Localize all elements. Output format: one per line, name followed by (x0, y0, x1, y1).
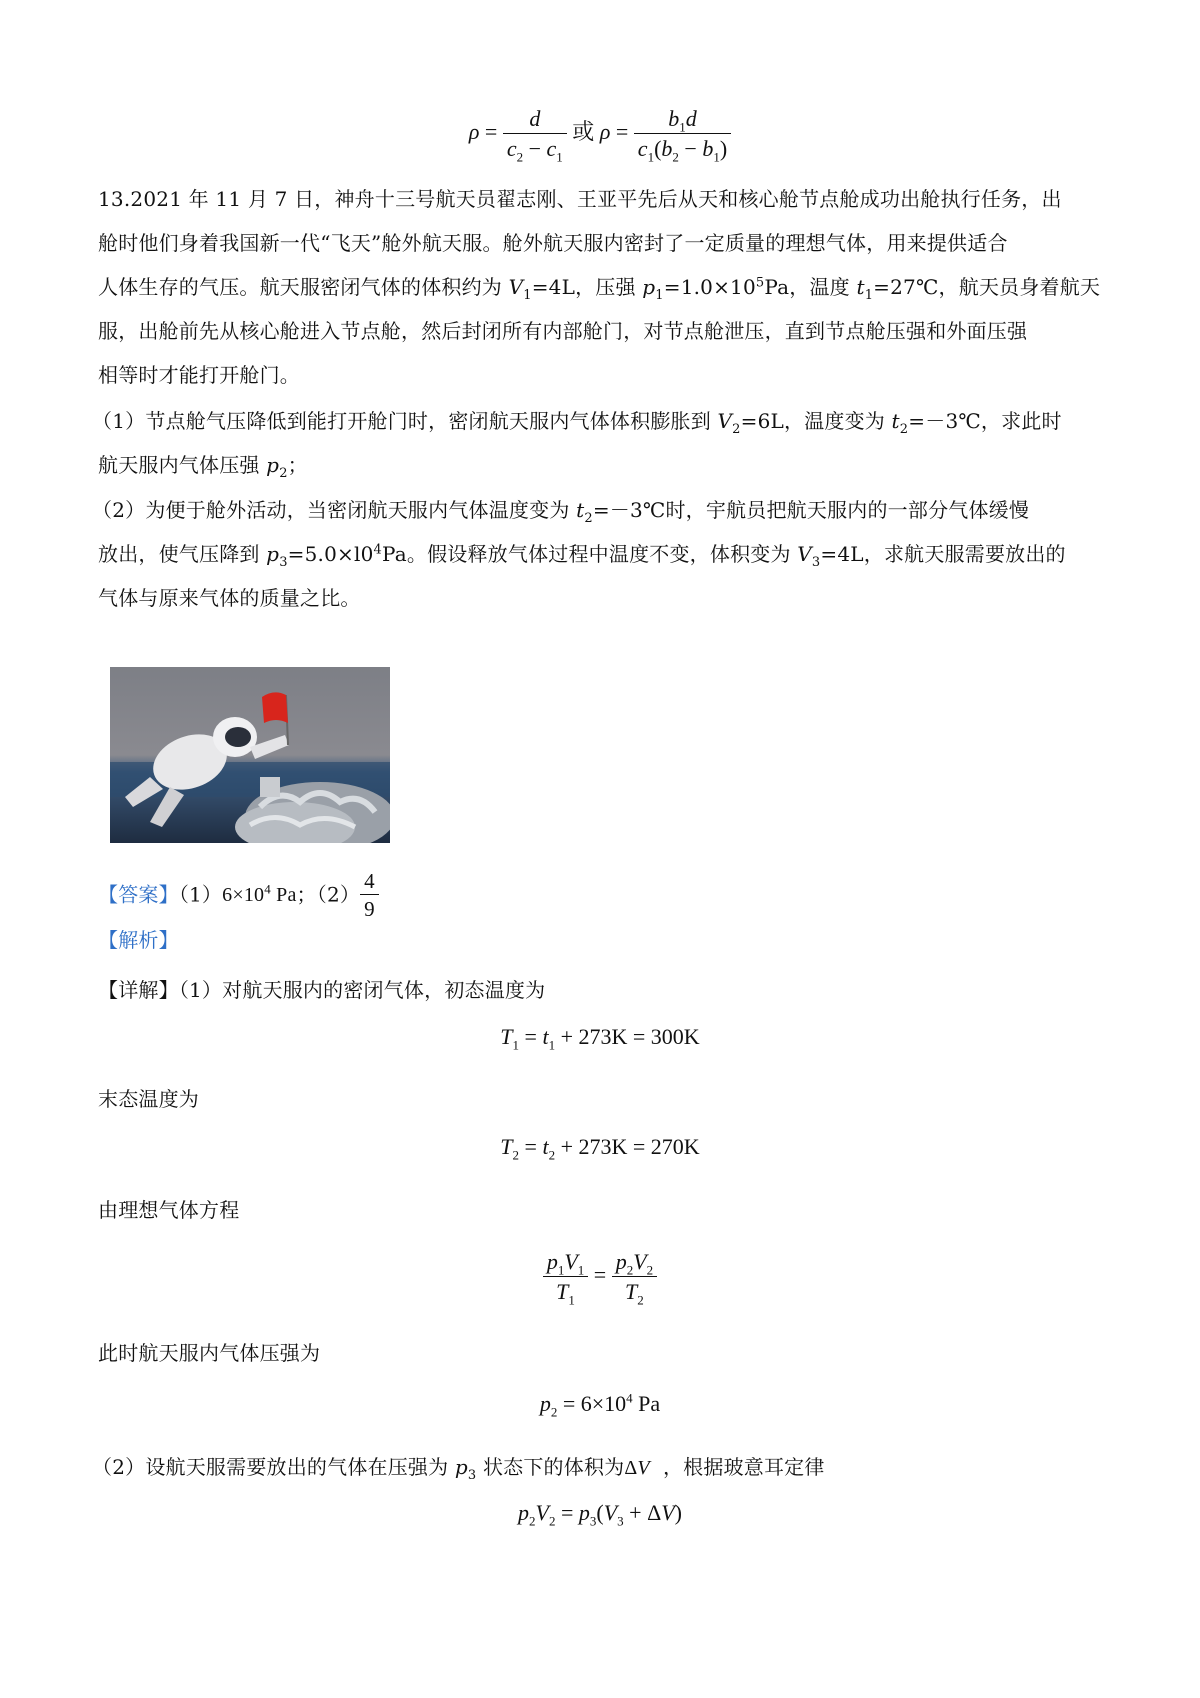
equation-t2: $T_2 = t_2 + 273K = 270K$ (500, 1134, 700, 1163)
end-temp-text: 末态温度为 (98, 1087, 199, 1111)
equation-p2: $p_2 = 6\times 10^4$ Pa (539, 1390, 661, 1420)
gas-equation-text: 由理想气体方程 (98, 1198, 240, 1222)
part-2-detail: （2）设航天服需要放出的气体在压强为 $p_3$ 状态下的体积为ΔV ，根据玻意耳定律 (92, 1455, 825, 1483)
question-line-3: 人体生存的气压。航天服密闭气体的体积约为 $V_1=4L$，压强 $p_1=1.0\times 10^5Pa$，温度 $t_1=27℃$，航天员身着航天 (98, 275, 1101, 303)
pressure-now-text: 此时航天服内气体压强为 (98, 1341, 321, 1365)
question-line-2: 舱时他们身着我国新一代“飞天”舱外航天服。舱外航天服内密封了一定质量的理想气体，用来提供适合 (98, 231, 1008, 255)
formula-connector: 或 (572, 119, 595, 145)
question-line-1: 13.2021 年 11 月 7 日，神舟十三号航天员翟志刚、王亚平先后从天和核心舱节点舱成功出舱执行任务，出 (98, 187, 1062, 211)
equation-boyle: $p_2V_2 = p_3(V_3 + \Delta V)$ (518, 1500, 682, 1529)
detail-intro: 【详解】（1）对航天服内的密闭气体，初态温度为 (98, 978, 546, 1002)
part-2-line-1: （2）为便于舱外活动，当密闭航天服内气体温度变为 $t_2=-3℃$时，宇航员把航天服内的一部分气体缓慢 (92, 498, 1030, 526)
part-2-line-2: 放出，使气压降到 $p_3=5.0\times l0^4Pa$。假设释放气体过程中温度不变，体积变为 $V_3=4L$，求航天服需要放出的 (98, 542, 1066, 570)
question-line-5: 相等时才能打开舱门。 (98, 363, 300, 387)
part-2-line-3: 气体与原来气体的质量之比。 (98, 586, 361, 610)
astronaut-photo (110, 667, 390, 843)
part-1-line-2: 航天服内气体压强 $p_2$； (98, 453, 308, 481)
equation-t1: $T_1 = t_1 + 273K = 300K$ (500, 1024, 700, 1053)
answer-label: 【答案】 (98, 882, 179, 907)
equation-ideal-gas: $\frac{p_1V_1}{T_1}$ = $\frac{p_2V_2}{T_2}$ (0, 1248, 1200, 1306)
question-line-4: 服，出舱前先从核心舱进入节点舱，然后封闭所有内部舱门，对节点舱泄压，直到节点舱压强和外面压强 (98, 319, 1028, 343)
analysis-label: 【解析】 (98, 928, 179, 952)
density-formula: ρ = $\frac{d}{c_2 - c_1}$ 或 ρ = $\frac{b_1d}{c_1(b_2 - b_1)}$ (0, 105, 1200, 163)
answer-line: 【答案】$(1)6\times 10^4$ Pa；（2） $\frac{4}{9}$ (98, 868, 379, 924)
part-1-line-1: （1）节点舱气压降低到能打开舱门时，密闭航天服内气体体积膨胀到 $V_2=6L$，温度变为 $t_2=-3℃$，求此时 (92, 409, 1062, 437)
